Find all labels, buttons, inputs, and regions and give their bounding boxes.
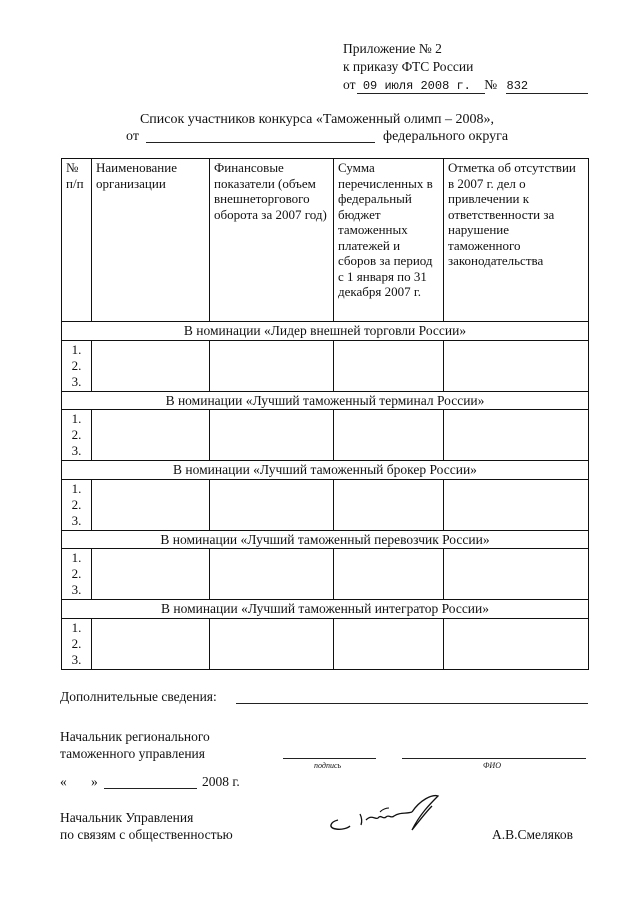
row-number: 2. [71,427,82,442]
nomination-row [62,600,589,619]
empty-cell [444,410,589,461]
row-number: 1. [71,411,82,426]
empty-cell [92,479,210,530]
additional-info-label: Дополнительные сведения: [60,689,217,704]
empty-cell [210,618,334,669]
quote-close: » [91,774,98,789]
handwritten-signature [320,790,450,840]
row-number: 2. [71,635,82,651]
empty-cell [334,479,444,530]
nomination-title: В номинации «Лидер внешней торговли России» [62,322,589,341]
col-organization: Наименование организации [92,159,210,322]
row-number: 3. [71,443,82,458]
empty-cell [92,549,210,600]
row-number: 3. [71,373,82,389]
year-suffix: 2008 г. [202,774,240,789]
row-numbers [62,549,92,600]
empty-cell [92,618,210,669]
empty-cell [92,410,210,461]
row-numbers [62,479,92,530]
row-number: 1. [71,619,82,635]
row-number: 2. [71,357,82,373]
signature-caption: подпись [314,761,342,770]
empty-cell [334,340,444,391]
empty-cell [210,549,334,600]
row-numbers [62,618,92,669]
date-underline [357,93,485,94]
table-row [62,410,589,461]
nomination-row [62,461,589,480]
row-number: 2. [71,496,82,512]
nomination-title: В номинации «Лучший таможенный терминал России» [62,391,589,410]
row-number: 3. [71,582,82,597]
empty-cell [92,340,210,391]
row-numbers [62,340,92,391]
row-number: 1. [71,550,82,565]
empty-cell [444,618,589,669]
table-row [62,618,589,669]
empty-cell [444,479,589,530]
row-number: 3. [71,651,82,667]
nomination-title: В номинации «Лучший таможенный брокер России» [62,461,589,480]
empty-cell [210,479,334,530]
order-reference: к приказу ФТС России [343,59,474,74]
nomination-row [62,391,589,410]
document-title: Список участников конкурса «Таможенный олимп – 2008», [139,112,495,127]
row-number: 3. [71,512,82,528]
table-header-row [62,159,589,322]
signature-line [283,758,376,759]
nomination-row [62,530,589,549]
col-violations: Отметка об отсутствии в 2007 г. дел о привлечении к ответственности за нарушение таможенного законодательства [444,159,589,322]
title-district: федерального округа [383,129,509,144]
empty-cell [334,549,444,600]
fio-caption: ФИО [483,761,501,770]
title-from: от [126,129,139,144]
empty-cell [210,410,334,461]
nomination-title: В номинации «Лучший таможенный перевозчик России» [62,530,589,549]
chief-regional-line1: Начальник регионального [60,729,210,744]
chief-regional-line2: таможенного управления [60,746,205,761]
table-row [62,340,589,391]
additional-info-line [236,703,588,704]
col-financial: Финансовые показатели (объем внешнеторгового оборота за 2007 год) [210,159,334,322]
fio-line [402,758,586,759]
col-number: № п/п [62,159,92,322]
row-number: 2. [71,566,82,581]
participants-table [61,158,589,670]
col-payments: Сумма перечисленных в федеральный бюджет таможенных платежей и сборов за период с 1 января по 31 декабря 2007 г. [334,159,444,322]
empty-cell [334,618,444,669]
quote-open: « [60,774,67,789]
date-prefix: от [343,77,356,92]
empty-cell [444,549,589,600]
date-blank [104,788,197,789]
chief-pr-line1: Начальник Управления [60,810,194,825]
table-row [62,549,589,600]
row-number: 1. [71,480,82,496]
table-row [62,479,589,530]
empty-cell [444,340,589,391]
chief-pr-line2: по связям с общественностью [60,827,233,842]
number-prefix: № [484,77,498,92]
signer-name: А.В.Смеляков [492,827,573,842]
appendix-label: Приложение № 2 [343,41,442,56]
row-numbers [62,410,92,461]
district-blank [146,142,375,143]
empty-cell [210,340,334,391]
empty-cell [334,410,444,461]
row-number: 1. [71,341,82,357]
number-underline [506,93,588,94]
order-number: 832 [506,79,529,93]
order-date: 09 июля 2008 г. [362,79,471,93]
nomination-row [62,322,589,341]
nomination-title: В номинации «Лучший таможенный интегратор России» [62,600,589,619]
